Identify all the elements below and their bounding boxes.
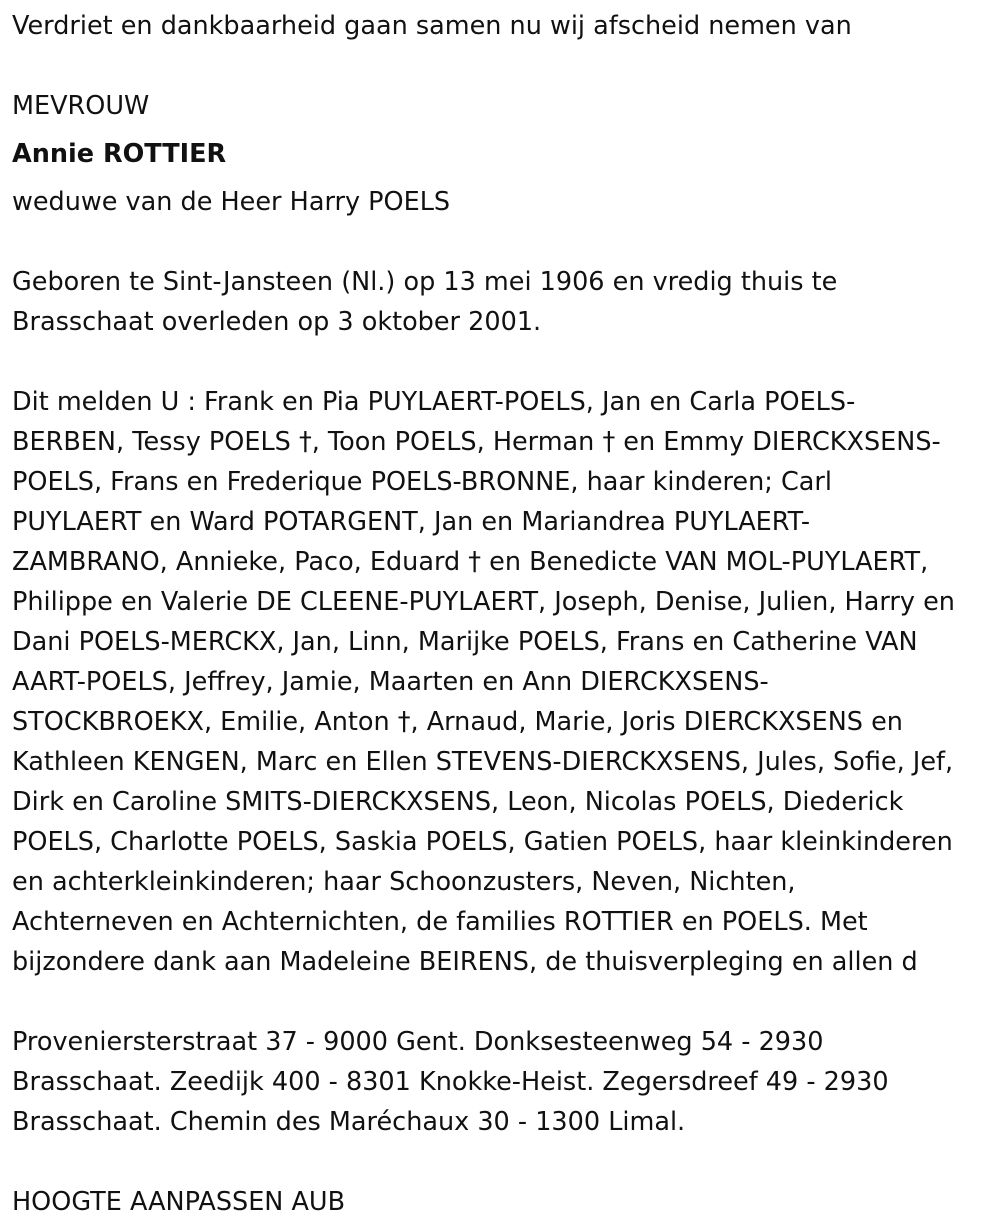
announcement-line: bijzondere dank aan Madeleine BEIRENS, de thuisverpleging en allen d <box>12 947 918 977</box>
address-line: Proveniersterstraat 37 - 9000 Gent. Donksesteenweg 54 - 2930 <box>12 1027 824 1057</box>
announcement-line: ZAMBRANO, Annieke, Paco, Eduard † en Benedicte VAN MOL-PUYLAERT, <box>12 547 929 577</box>
announcement-line: Kathleen KENGEN, Marc en Ellen STEVENS-DIERCKXSENS, Jules, Sofie, Jef, <box>12 747 954 777</box>
address-line: Brasschaat. Zeedijk 400 - 8301 Knokke-Heist. Zegersdreef 49 - 2930 <box>12 1067 889 1097</box>
announcement-line: Achterneven en Achternichten, de families ROTTIER en POELS. Met <box>12 907 868 937</box>
announcement-line: Dirk en Caroline SMITS-DIERCKXSENS, Leon, Nicolas POELS, Diederick <box>12 787 904 817</box>
announcement-line: AART-POELS, Jeffrey, Jamie, Maarten en Ann DIERCKXSENS- <box>12 667 769 697</box>
announcement-paragraph <box>12 382 955 982</box>
intro-text: Verdriet en dankbaarheid gaan samen nu wij afscheid nemen van <box>12 11 852 41</box>
announcement-line: BERBEN, Tessy POELS †, Toon POELS, Herman † en Emmy DIERCKXSENS- <box>12 427 941 457</box>
birth-death-paragraph <box>12 262 837 342</box>
honorific-title: MEVROUW <box>12 91 150 121</box>
deceased-name: Annie ROTTIER <box>12 139 227 169</box>
announcement-line: Dit melden U : Frank en Pia PUYLAERT-POELS, Jan en Carla POELS- <box>12 387 856 417</box>
announcement-line: PUYLAERT en Ward POTARGENT, Jan en Mariandrea PUYLAERT- <box>12 507 811 537</box>
announcement-line: STOCKBROEKX, Emilie, Anton †, Arnaud, Marie, Joris DIERCKXSENS en <box>12 707 903 737</box>
addresses-paragraph <box>12 1022 889 1142</box>
announcement-line: Dani POELS-MERCKX, Jan, Linn, Marijke POELS, Frans en Catherine VAN <box>12 627 918 657</box>
footer-note: HOOGTE AANPASSEN AUB <box>12 1187 346 1217</box>
widow-of-text: weduwe van de Heer Harry POELS <box>12 187 451 217</box>
birth-death-line: Brasschaat overleden op 3 oktober 2001. <box>12 307 542 337</box>
announcement-line: Philippe en Valerie DE CLEENE-PUYLAERT, Joseph, Denise, Julien, Harry en <box>12 587 955 617</box>
birth-death-line: Geboren te Sint-Jansteen (Nl.) op 13 mei 1906 en vredig thuis te <box>12 267 838 297</box>
announcement-line: en achterkleinkinderen; haar Schoonzusters, Neven, Nichten, <box>12 867 796 897</box>
announcement-line: POELS, Charlotte POELS, Saskia POELS, Gatien POELS, haar kleinkinderen <box>12 827 953 857</box>
address-line: Brasschaat. Chemin des Maréchaux 30 - 1300 Limal. <box>12 1107 686 1137</box>
announcement-line: POELS, Frans en Frederique POELS-BRONNE, haar kinderen; Carl <box>12 467 832 497</box>
